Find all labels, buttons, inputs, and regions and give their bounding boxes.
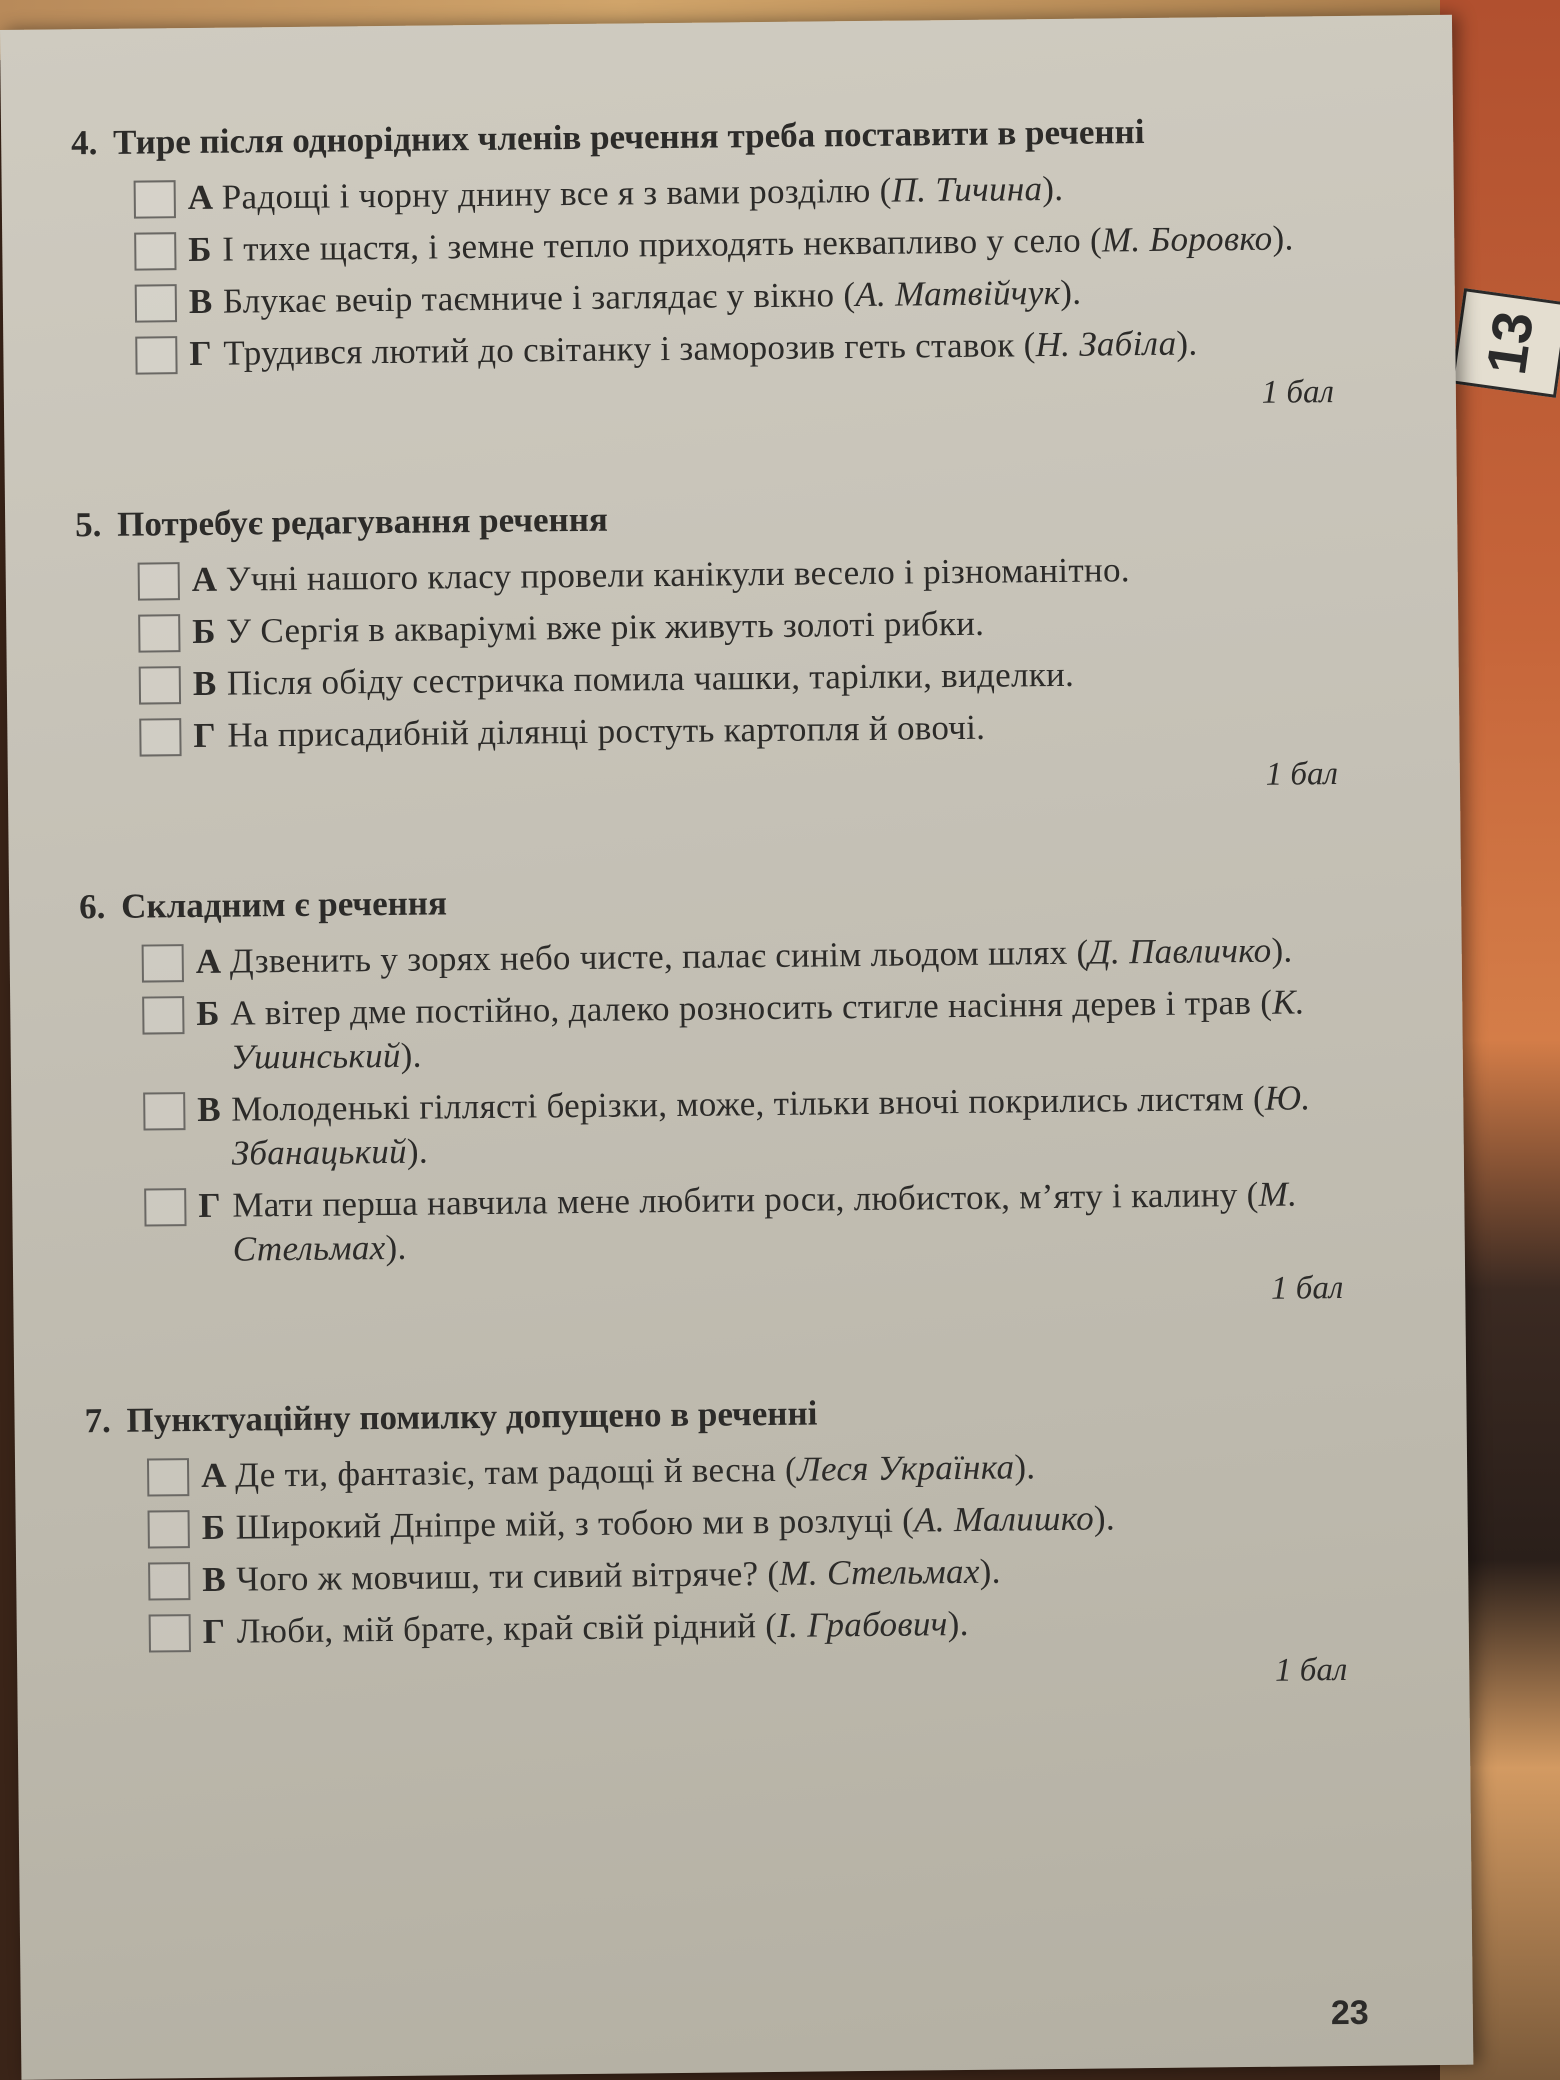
option-sentence: Молоденькі гіллясті берізки, може, тільки вночі покрились листям (231, 1079, 1245, 1129)
option-author: Леся Українка (796, 1447, 1015, 1489)
answer-option[interactable] (134, 164, 1362, 221)
answer-checkbox[interactable] (148, 1562, 190, 1600)
option-sentence: Радощі і чорну днину все я з вами розділю (221, 170, 871, 217)
answer-checkbox[interactable] (148, 1510, 190, 1548)
option-letter: В (192, 663, 217, 704)
question-title: Потребує редагування речення (116, 499, 609, 544)
option-text: Радощі і чорну днину все я з вами розділю (П. Тичина). (221, 168, 1064, 217)
option-text (227, 702, 1367, 758)
answer-checkbox[interactable] (139, 718, 181, 756)
option-letter: Б (188, 229, 212, 270)
option-sentence: Трудився лютий до світанку і заморозив геть ставок (223, 325, 1015, 373)
answer-checkbox[interactable] (138, 614, 180, 652)
option-author: М. Стельмах (232, 1174, 1298, 1269)
option-text (226, 546, 1366, 602)
option-author: П. Тичина (891, 169, 1043, 210)
option-sentence: Учні нашого класу провели канікули весело і різноманітно. (225, 550, 1131, 599)
option-text: Широкий Дніпре мій, з тобою ми в розлуці (А. Малишко). (235, 1498, 1116, 1547)
question-points: 1 бал (1261, 374, 1335, 411)
option-sentence: На присадибній ділянці ростуть картопля й овочі. (227, 707, 986, 755)
option-letter: Г (198, 1185, 221, 1225)
option-text: Блукає вечір таємниче і заглядає у вікно (А. Матвійчук). (222, 272, 1082, 321)
answer-option[interactable] (138, 546, 1366, 603)
option-sentence: Чого ж мовчиш, ти сивий вітряче? (236, 1554, 759, 1599)
option-author: М. Боровко (1101, 218, 1273, 260)
option-letter: Г (202, 1611, 226, 1651)
option-text: Чого ж мовчиш, ти сивий вітряче? (М. Стельмах). (236, 1551, 1001, 1599)
option-sentence: Після обіду сестричка помила чашки, тарілки, виделки. (226, 654, 1075, 703)
answer-checkbox[interactable] (142, 996, 184, 1034)
option-text: І тихе щастя, і земне тепло приходять неквапливо у село (М. Боровко). (222, 218, 1294, 269)
question-title: Тире після однорідних членів речення треба поставити в реченні (112, 112, 1145, 162)
option-letter: А (200, 1455, 227, 1495)
option-sentence: Де ти, фантазіє, там радощі й весна (234, 1449, 777, 1495)
question-number: 7. (84, 1400, 112, 1441)
option-author: Ю. Збанацький (231, 1078, 1311, 1173)
option-text (227, 650, 1367, 706)
option-letter: А (195, 941, 222, 981)
option-letter: Б (201, 1507, 226, 1547)
page-number: 23 (1330, 1993, 1369, 2033)
answer-checkbox[interactable] (142, 944, 184, 982)
option-sentence: Дзвенить у зорях небо чисте, палає синім льодом шлях (229, 932, 1068, 981)
answer-option[interactable] (147, 1442, 1375, 1499)
question-6 (79, 872, 1373, 1321)
answer-option[interactable] (142, 980, 1371, 1081)
option-letter: В (188, 281, 213, 322)
option-sentence: Мати перша навчила мене любити роси, любисток, м’яту і калину (232, 1175, 1238, 1225)
answer-checkbox[interactable] (134, 232, 176, 270)
option-sentence: А вітер дме постійно, далеко розносить стигле насіння дерев і трав (230, 982, 1252, 1033)
question-heading (71, 108, 1361, 166)
question-points: 1 бал (1270, 1270, 1344, 1307)
answer-option[interactable] (144, 1172, 1373, 1273)
option-text: Трудився лютий до світанку і заморозив геть ставок (Н. Забіла). (223, 323, 1198, 373)
answer-checkbox[interactable] (135, 284, 177, 322)
option-author: Д. Павличко (1088, 930, 1272, 972)
answer-checkbox[interactable] (149, 1614, 191, 1652)
answer-checkbox[interactable] (139, 666, 181, 704)
question-title: Складним є речення (120, 883, 448, 926)
question-heading (84, 1386, 1374, 1444)
option-letter: А (191, 559, 218, 600)
answer-option[interactable] (134, 216, 1362, 273)
answer-option[interactable] (135, 320, 1363, 377)
option-text: Де ти, фантазіє, там радощі й весна (Леся Українка). (234, 1447, 1036, 1495)
option-author: Н. Забіла (1035, 323, 1177, 365)
answer-option[interactable] (138, 598, 1366, 655)
option-letter: В (202, 1559, 226, 1599)
answer-checkbox[interactable] (143, 1092, 185, 1130)
question-number: 5. (74, 504, 102, 545)
option-letter: Г (189, 333, 212, 374)
question-5 (75, 490, 1368, 807)
option-letter: Б (196, 993, 220, 1033)
answer-checkbox[interactable] (147, 1458, 189, 1496)
question-heading (79, 872, 1369, 930)
adjacent-page-tab: 13 (1451, 288, 1560, 398)
answer-checkbox[interactable] (138, 562, 180, 600)
answer-option[interactable] (139, 650, 1367, 707)
option-sentence: І тихе щастя, і земне тепло приходять неквапливо у село (222, 220, 1082, 269)
option-sentence: Блукає вечір таємниче і заглядає у вікно (222, 275, 835, 321)
question-4 (71, 108, 1364, 425)
worksheet-page (0, 15, 1473, 2080)
question-points: 1 бал (1274, 1651, 1348, 1689)
option-text: Люби, мій брате, край свій рідний (І. Грабович). (236, 1603, 969, 1651)
option-letter: Г (193, 715, 216, 756)
option-text: Мати перша навчила мене любити роси, любисток, м’яту і калину (М. Стельмах). (232, 1174, 1298, 1269)
question-number: 4. (70, 122, 98, 163)
option-letter: Б (192, 611, 216, 652)
question-7 (84, 1386, 1377, 1703)
option-sentence: У Сергія в акваріумі вже рік живуть золоті рибки. (226, 603, 985, 651)
answer-option[interactable] (142, 928, 1370, 985)
option-letter: А (187, 177, 214, 218)
option-author: К. Ушинський (230, 982, 1306, 1077)
answer-checkbox[interactable] (134, 180, 176, 218)
question-number: 6. (78, 886, 106, 927)
option-text: А вітер дме постійно, далеко розносить стигле насіння дерев і трав (К. Ушинський). (230, 982, 1306, 1077)
option-author: І. Грабович (777, 1604, 948, 1645)
answer-option[interactable] (143, 1076, 1372, 1177)
answer-option[interactable] (135, 268, 1363, 325)
question-heading (75, 490, 1365, 548)
answer-checkbox[interactable] (144, 1188, 186, 1226)
option-letter: В (197, 1089, 221, 1129)
option-author: М. Стельмах (779, 1551, 980, 1593)
questions-container (71, 108, 1378, 1781)
option-sentence: Широкий Дніпре мій, з тобою ми в розлуці (235, 1500, 894, 1547)
answer-option[interactable] (148, 1546, 1376, 1603)
option-text: Дзвенить у зорях небо чисте, палає синім льодом шлях (Д. Павличко). (229, 930, 1293, 981)
answer-option[interactable] (147, 1494, 1375, 1551)
answer-option[interactable] (149, 1598, 1377, 1655)
question-points: 1 бал (1265, 756, 1339, 793)
option-sentence: Люби, мій брате, край свій рідний (236, 1606, 757, 1651)
option-author: А. Малишко (913, 1498, 1095, 1540)
option-text (226, 598, 1366, 654)
option-author: А. Матвійчук (855, 272, 1061, 315)
question-title: Пунктуаційну помилку допущено в реченні (126, 1393, 818, 1440)
option-text: Молоденькі гіллясті берізки, може, тільки вночі покрились листям (Ю. Збанацький). (231, 1078, 1311, 1173)
answer-option[interactable] (139, 702, 1367, 759)
answer-checkbox[interactable] (135, 336, 177, 374)
